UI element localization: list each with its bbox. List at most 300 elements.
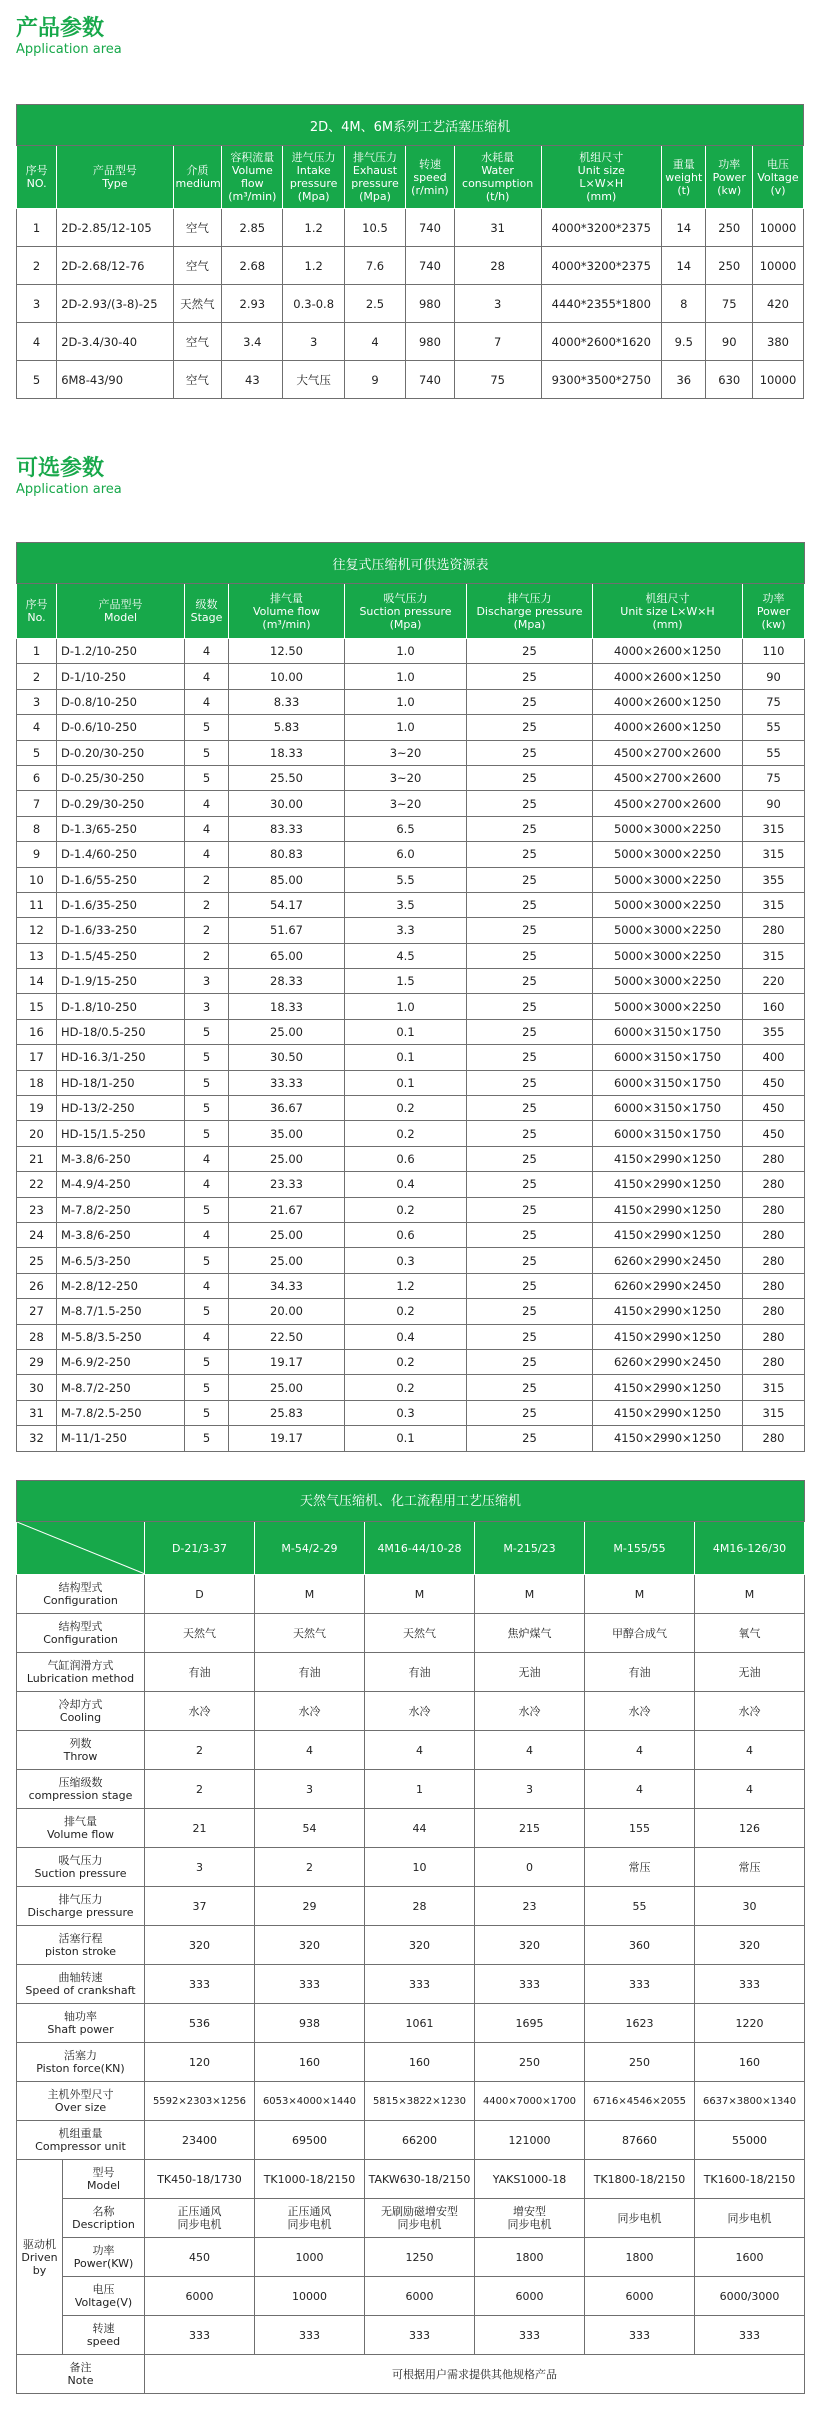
table-cell: 5 [185,765,229,790]
header-line: flow [240,177,264,190]
table-cell: 25 [467,1349,593,1374]
table-cell: 空气 [173,361,222,399]
label-line: Driven [21,2250,58,2264]
table-cell: 4 [185,1324,229,1349]
table-caption-row [17,543,805,584]
table-cell: 280 [743,1146,805,1171]
spec-value: 55000 [695,2121,805,2160]
table-cell: 25 [467,1172,593,1197]
table-cell: 75 [454,361,541,399]
table-cell: 20.00 [229,1299,345,1324]
column-header [57,584,185,639]
driven-by-row [17,2160,805,2199]
table-cell: 14 [17,969,57,994]
table-cell: 25 [467,1324,593,1349]
spec-row [17,1614,805,1653]
spec-value: 1 [365,1770,475,1809]
table-cell: 3 [454,285,541,323]
driven-value [145,2199,255,2238]
value-line: 增安型 [513,2205,546,2218]
spec-value: 333 [695,1965,805,2004]
driven-value: 333 [255,2316,365,2355]
table-cell: 25 [467,1299,593,1324]
table-cell: 43 [222,361,283,399]
spec-value: 320 [255,1926,365,1965]
table-caption: 2D、4M、6M系列工艺活塞压缩机 [17,105,804,146]
spec-row [17,1692,805,1731]
table-cell: 25 [467,1121,593,1146]
label-line: 型号 [92,2166,115,2179]
spec-label [17,1926,145,1965]
table-cell: 2.85 [222,209,283,247]
table-cell: 75 [706,285,753,323]
spec-value: 1220 [695,2004,805,2043]
spec-value: M [695,1575,805,1614]
table-cell: 55 [743,715,805,740]
table-cell: 空气 [173,209,222,247]
header-line: (mm) [652,617,683,631]
table-cell: 450 [743,1070,805,1095]
column-header [344,146,405,209]
table-cell: 4150×2990×1250 [593,1299,743,1324]
column-header [229,584,345,639]
table-cell: 4500×2700×2600 [593,791,743,816]
table-cell: 4500×2700×2600 [593,765,743,790]
spec-value: 536 [145,2004,255,2043]
label-line: 活塞力 [64,2049,97,2062]
header-line: (m³/min) [228,190,277,203]
label-line: Lubrication method [26,1672,135,1685]
driven-value [475,2199,585,2238]
table-header-row [17,146,804,209]
header-line: 容积流量 [230,151,275,164]
table-cell: 3 [17,285,57,323]
table-row [17,969,805,994]
table-cell: M-7.8/2-250 [57,1197,185,1222]
table-cell: 740 [406,247,455,285]
table-cell: 6.0 [345,842,467,867]
table-cell: 5 [185,1349,229,1374]
spec-value: 320 [145,1926,255,1965]
header-line: Power [756,604,791,618]
driven-sub-label [63,2238,145,2277]
header-line: Power [712,170,746,184]
model-header: 4M16-44/10-28 [365,1522,475,1575]
table-cell: 2 [185,892,229,917]
spec-value: 10 [365,1848,475,1887]
table-cell: 0.1 [345,1070,467,1095]
table-row [17,1400,805,1425]
value-line: 同步电机 [617,2211,662,2225]
spec-value: 23 [475,1887,585,1926]
table-cell: 355 [743,1019,805,1044]
table-cell: 2.5 [344,285,405,323]
header-line: Voltage [757,170,799,184]
table-cell: 3~20 [345,791,467,816]
label-line: Throw [63,1750,98,1763]
label-line: 曲轴转速 [58,1971,103,1984]
table-cell: HD-15/1.5-250 [57,1121,185,1146]
table-cell: 4 [17,323,57,361]
column-header [185,584,229,639]
column-header [706,146,753,209]
label-line: 驱动机 [23,2237,56,2251]
table-cell: 220 [743,969,805,994]
table-cell: 0.2 [345,1121,467,1146]
table-row [17,1426,805,1451]
table-cell: 4150×2990×1250 [593,1146,743,1171]
spec-row [17,2082,805,2121]
spec-row [17,1848,805,1887]
diagonal-line [17,1522,145,1574]
spec-label [17,1614,145,1653]
table-cell: D-1.6/35-250 [57,892,185,917]
driven-value: 1800 [475,2238,585,2277]
spec-row [17,1731,805,1770]
table-cell: 6000×3150×1750 [593,1045,743,1070]
table-cell: 740 [406,361,455,399]
label-line: 气缸润滑方式 [47,1659,114,1672]
spec-value: 21 [145,1809,255,1848]
table-cell: 8 [17,816,57,841]
label-line: 排气压力 [58,1893,103,1906]
table-cell: 25.50 [229,765,345,790]
table-row [17,918,805,943]
spec-value: 无油 [695,1653,805,1692]
label-line: piston stroke [44,1945,117,1958]
header-line: NO. [26,177,47,190]
table-cell: 0.2 [345,1197,467,1222]
table-cell: 0.2 [345,1096,467,1121]
table-cell: 25 [467,994,593,1019]
header-line: speed [413,170,447,184]
table-cell: 0.3 [345,1400,467,1425]
driven-value: 6000/3000 [695,2277,805,2316]
table-row [17,639,805,664]
table-cell: 4000*3200*2375 [541,209,662,247]
header-line: (Mpa) [389,617,422,631]
note-text: 可根据用户需求提供其他规格产品 [145,2355,805,2394]
table-cell: 6260×2990×2450 [593,1248,743,1273]
table-cell: 19.17 [229,1426,345,1451]
table-cell: 5000×3000×2250 [593,918,743,943]
column-header [17,146,57,209]
spec-value: 250 [475,2043,585,2082]
label-line: Discharge pressure [27,1906,134,1919]
driven-by-row [17,2238,805,2277]
table-cell: M-6.5/3-250 [57,1248,185,1273]
driven-value: 450 [145,2238,255,2277]
table-cell: 85.00 [229,867,345,892]
table-cell: 4150×2990×1250 [593,1197,743,1222]
table-cell: M-6.9/2-250 [57,1349,185,1374]
header-line: 进气压力 [291,151,336,164]
table-cell: M-4.9/4-250 [57,1172,185,1197]
table-row [17,361,804,399]
value-line: 同步电机 [287,2218,332,2231]
driven-by-row [17,2316,805,2355]
column-header [283,146,344,209]
spec-row [17,2121,805,2160]
header-line: Suction pressure [359,604,452,618]
table-cell: 2D-2.85/12-105 [57,209,173,247]
spec-label [17,2043,145,2082]
header-line: (Mpa) [513,617,546,631]
header-line: 转速 [418,157,441,171]
spec-value: 水冷 [585,1692,695,1731]
spec-value: 44 [365,1809,475,1848]
label-line: 主机外型尺寸 [47,2088,114,2101]
header-line: 介质 [186,164,209,177]
spec-value: 29 [255,1887,365,1926]
spec-value: 55 [585,1887,695,1926]
table-cell: 4 [185,639,229,664]
table-cell: 25 [467,1197,593,1222]
spec-value: 水冷 [475,1692,585,1731]
table-cell: 8 [662,285,706,323]
value-line: 同步电机 [397,2218,442,2231]
table-row [17,842,805,867]
header-line: pressure [351,177,399,190]
spec-row [17,1926,805,1965]
spec-value: 氧气 [695,1614,805,1653]
table-cell: 3 [185,969,229,994]
table-cell: 大气压 [283,361,344,399]
spec-value: 4400×7000×1700 [475,2082,585,2121]
spec-value: 320 [365,1926,475,1965]
table-cell: 160 [743,994,805,1019]
table-cell: 5 [185,1045,229,1070]
table-cell: 0.3 [345,1248,467,1273]
table-cell: D-1.6/55-250 [57,867,185,892]
spec-label [17,1692,145,1731]
label-line: Shaft power [47,2023,114,2036]
table-cell: 0.2 [345,1375,467,1400]
table-cell: 5000×3000×2250 [593,816,743,841]
table-cell: 6260×2990×2450 [593,1273,743,1298]
header-line: (t/h) [485,190,510,203]
table-row [17,1324,805,1349]
table-cell: 4000×2600×1250 [593,689,743,714]
table-cell: 3 [185,994,229,1019]
table-cell: 315 [743,842,805,867]
driven-value: 10000 [255,2277,365,2316]
table-row [17,740,805,765]
label-line: Suction pressure [34,1867,127,1880]
table-row [17,323,804,361]
header-line: (kw) [761,617,786,631]
label-line: 吸气压力 [58,1854,103,1867]
driven-sub-label [63,2199,145,2238]
table-cell: 10.5 [344,209,405,247]
table-cell: 280 [743,1248,805,1273]
table-cell: 7 [454,323,541,361]
table-cell: 1.2 [283,209,344,247]
table-cell: 0.6 [345,1222,467,1247]
table-cell: 450 [743,1096,805,1121]
table-cell: 5 [17,361,57,399]
table-cell: 4000×2600×1250 [593,639,743,664]
header-line: Exhaust [352,164,398,177]
table-cell: D-1.9/15-250 [57,969,185,994]
model-header: M-215/23 [475,1522,585,1575]
header-line: 功率 [718,157,741,171]
table-cell: 8.33 [229,689,345,714]
table-cell: 25 [467,1426,593,1451]
table-cell: 18.33 [229,994,345,1019]
table-cell: 21.67 [229,1197,345,1222]
spec-value: 938 [255,2004,365,2043]
table-cell: 0.2 [345,1349,467,1374]
spec-value: 天然气 [365,1614,475,1653]
table-cell: 28 [454,247,541,285]
table-cell: 9 [17,842,57,867]
spec-row [17,1965,805,2004]
table-row [17,816,805,841]
header-line: 序号 [25,598,48,611]
header-line: (Mpa) [359,190,391,203]
driven-by-row [17,2199,805,2238]
table-cell: 740 [406,209,455,247]
table-cell: HD-18/1-250 [57,1070,185,1095]
spec-row [17,1653,805,1692]
driven-value: 333 [695,2316,805,2355]
spec-row [17,1887,805,1926]
header-line: 水耗量 [481,151,515,164]
table-cell: 1.0 [345,639,467,664]
table-cell: 4000×2600×1250 [593,664,743,689]
table-cell: 1.0 [345,689,467,714]
table-cell: HD-18/0.5-250 [57,1019,185,1044]
spec-row [17,1809,805,1848]
table-cell: 7.6 [344,247,405,285]
table-cell: 110 [743,639,805,664]
driven-value: 333 [365,2316,475,2355]
table-cell: 4 [185,1222,229,1247]
table-cell: 980 [406,285,455,323]
table-cell: 6260×2990×2450 [593,1349,743,1374]
table-cell: 24 [17,1222,57,1247]
column-header [753,146,804,209]
table-cell: 27 [17,1299,57,1324]
table-cell: 22.50 [229,1324,345,1349]
table-cell: 65.00 [229,943,345,968]
label-line: by [32,2263,47,2277]
table-cell: 6000×3150×1750 [593,1096,743,1121]
header-line: Discharge pressure [476,604,583,618]
value-line: 正压通风 [287,2205,332,2218]
table-cell: 280 [743,1426,805,1451]
label-line: Configuration [43,1594,118,1607]
table-cell: 7 [17,791,57,816]
table-cell: 25.00 [229,1375,345,1400]
label-line: Cooling [59,1711,102,1724]
table-cell: 400 [743,1045,805,1070]
section-title-product-params [16,16,122,58]
table-cell: 33.33 [229,1070,345,1095]
spec-value: 水冷 [145,1692,255,1731]
spec-value: 6716×4546×2055 [585,2082,695,2121]
driven-value: 6000 [585,2277,695,2316]
spec-value: 有油 [255,1653,365,1692]
spec-value: 30 [695,1887,805,1926]
spec-value: 4 [365,1731,475,1770]
table-cell: 20 [17,1121,57,1146]
table-cell: 6000×3150×1750 [593,1070,743,1095]
table-cell: 51.67 [229,918,345,943]
column-header [454,146,541,209]
table-cell: 3~20 [345,740,467,765]
table-cell: 280 [743,1349,805,1374]
header-line: 排气压力 [507,591,552,605]
column-header [743,584,805,639]
note-label [17,2355,145,2394]
label-line: Over size [54,2101,107,2114]
table-cell: 30.00 [229,791,345,816]
section-title-cn: 可选参数 [16,456,105,481]
table-cell: 90 [743,664,805,689]
table-cell: 14 [662,247,706,285]
table-cell: 250 [706,247,753,285]
table-cell: 5 [185,1299,229,1324]
driven-value: TK450-18/1730 [145,2160,255,2199]
table-cell: 12 [17,918,57,943]
spec-value: 常压 [695,1848,805,1887]
table-cell: D-1.6/33-250 [57,918,185,943]
table-cell: 29 [17,1349,57,1374]
table-cell: 25 [467,943,593,968]
table-cell: 天然气 [173,285,222,323]
table-cell: 420 [753,285,804,323]
spec-value: M [255,1575,365,1614]
spec-label [17,1887,145,1926]
table-cell: 25 [467,1045,593,1070]
table-row [17,867,805,892]
table-row [17,1019,805,1044]
header-line: weight [665,170,703,184]
table-row [17,1096,805,1121]
spec-label [17,2004,145,2043]
spec-value: 4 [695,1731,805,1770]
spec-value: 250 [585,2043,695,2082]
table-cell: 25.00 [229,1019,345,1044]
label-line: Power(KW) [73,2257,134,2270]
table-cell: 5 [185,1121,229,1146]
spec-value: 4 [695,1770,805,1809]
table-cell: 280 [743,1222,805,1247]
header-line: 机组尺寸 [645,591,690,605]
table-cell: 35.00 [229,1121,345,1146]
spec-value: 有油 [365,1653,475,1692]
table-cell: 6M8-43/90 [57,361,173,399]
driven-value: 1800 [585,2238,695,2277]
spec-label [17,1653,145,1692]
value-line: 同步电机 [177,2218,222,2231]
table-cell: 5 [185,1019,229,1044]
table-cell: 5 [185,1375,229,1400]
spec-value: 4 [585,1770,695,1809]
spec-value: 2 [145,1770,255,1809]
table-cell: 25.83 [229,1400,345,1425]
table-cell: 9300*3500*2750 [541,361,662,399]
spec-value: 215 [475,1809,585,1848]
spec-value: 0 [475,1848,585,1887]
header-line: (mm) [586,190,617,203]
header-line: 序号 [25,164,48,177]
spec-value: 120 [145,2043,255,2082]
table-row [17,715,805,740]
header-line: Unit size L×W×H [620,604,715,618]
